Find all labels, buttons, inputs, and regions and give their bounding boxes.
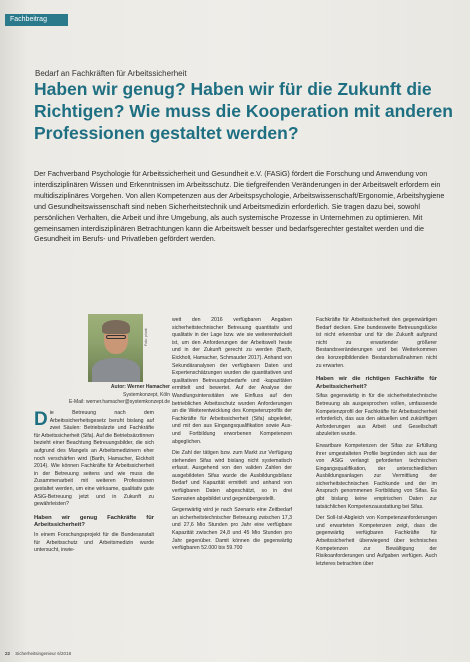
col3-paragraph-4: Der Soll-Ist-Abgleich von Kompetenzanforderungen und erwarteten Kompetenzen zeigt, dass die gegenwärtig verfügbaren Fachkräfte für Arbeitssicherheit überwiegend über technisches Kompetenzen zur Bewältigung der Risikoanforderungen und Aufgaben verfügen. Auch letzteres betrachten über xyxy=(316,515,437,567)
col1-paragraph-1: Die Betreuung nach dem Arbeitssicherheitsgesetz beruht bislang auf zwei Säulen: Betriebsärzte und Fachkräfte für Arbeitssicherheit (Sifa). Auf die Betriebsärztinnen bezieht einer Beachtung Betreuungsbilder, die sich aufgrund des Mangels an Arbeitsmedizinern eher noch verschärfen wird (Barth, Hamacher, Eickholt 2014). Wie können Fachkräfte für Arbeitssicherheit in der Betreuung seitens und wie muss die Zusammenarbeit mit weiteren Professionen gestaltet werden, um eine wirksame, qualitativ gute ASiG-Betreuung jetzt und in Zukunft zu gewährleisten? xyxy=(34,409,154,508)
headline: Haben wir genug? Haben wir für die Zukunft die Richtigen? Wie muss die Kooperation mit anderen Professionen gestaltet werden? xyxy=(34,79,453,143)
author-name: Autor: Werner Hamacher xyxy=(110,384,170,390)
dropcap: D xyxy=(34,409,48,430)
author-email: E-Mail: werner.hamacher@systemkonzept.de xyxy=(69,399,170,405)
author-photo xyxy=(88,314,143,382)
col1-subhead: Haben wir genug Fachkräfte für Arbeitssicherheit? xyxy=(34,514,154,529)
col2-paragraph-2: Die Zahl der tätigen bzw. zum Markt zur Verfügung stehenden Sifas wird bislang nicht systematisch erfasst. Ausgehend von den validen Zahlen der ausgebildeten Sifas wurde die Ausbildungsbilanz Bedarf und Kapazität ermittelt und anhand von verfügbaren Daten abgeschätzt, so in drei Szenarien abgebildet und gegenübergestellt. xyxy=(172,450,292,502)
author-role: Systemkonzept, Köln xyxy=(123,391,170,398)
column-2 xyxy=(172,317,292,553)
col3-subhead: Haben wir die richtigen Fachkräfte für Arbeitssicherheit? xyxy=(316,376,437,390)
author-box xyxy=(60,384,170,407)
col3-paragraph-3: Erwartbare Kompetenzen der Sifas zur Erfüllung ihrer umgestalteten Profile begründen sich aus der von ASiG verlangt geforderten technischen Eingangsqualifikation, der unterschiedlichen Ausbildungsanlagen zur Vermittlung der sicherheitstechnischen Fachkunde und der im Anspruch genommenen Fortbildung von Sifas. Es gibt bislang keine empirischen Daten zur tatsächlichen Kompetenzausstattung bei Sifas. xyxy=(316,442,437,510)
col1-paragraph-2: In einem Forschungsprojekt für die Bundesanstalt für Arbeitsschutz und Arbeitsmedizin wurde untersucht, inwie- xyxy=(34,531,154,554)
photo-credit: Foto: privat xyxy=(144,328,148,346)
intro-paragraph: Der Fachverband Psychologie für Arbeitssicherheit und Gesundheit e.V. (FASiG) fördert die Forschung und Anwendung von interdisziplinären Wissen und Erkenntnissen im Arbeitsschutz. Die tiefgreifenden Veränderungen in der Arbeitswelt erfordern ein multidisziplinäres Vorgehen. Von allen Kompetenzen aus der Arbeitspsychologie, Arbeitswissenschaft/Ergonomie, Arbeitshygiene und Gesundheitswissenschaft sind neben Sicherheitstechnik und Arbeitsmedizin erforderlich. Sie tragen dazu bei, sowohl persönlichen Verhalten, die Arbeit und ihre Umgebung, als auch systemische Prozesse in Unternehmen zu optimieren. Mit gemeinsamen interdisziplinären Betrachtungen kann die Arbeitswelt besser und bedarfsgerechter gestaltet werden und die Gesundheit im Berufs- und Privatleben gefördert werden. xyxy=(34,169,445,244)
section-tag: Fachbeitrag xyxy=(5,14,68,26)
col2-paragraph-1: weit den 2016 verfügbaren Angaben sicherheitstechnischer Betreuung quantitativ und qualitativ in der Lage bzw. wie sie weiterentwickelt ist, um den Anforderungen der Arbeitswelt heute und in der Zukunft gerecht zu werden (Barth, Eickholt, Hamacher, Schmauder 2017). Anhand von Sekundäranalysen der verfügbaren Daten und Expertenschätzungen wurden die quantitativen und qualitativen Betreuungsbedarfe und -kapazitäten ermittelt und bewertet. Auf der Analyse der Wandlungsintensitäten wie Einfluss auf den betrieblichen Arbeitsschutz wurden Anforderungen an die Weiterentwicklung des Kompetenzprofils der Fachkräfte für Arbeitssicherheit (Sifa) abgeleitet, und mit den aus Eingangsqualifikation sowie Aus- und Fortbildung erworbenen Kompetenzen abgeglichen. xyxy=(172,317,292,445)
column-1 xyxy=(34,410,154,555)
kicker: Bedarf an Fachkräften für Arbeitssicherheit xyxy=(35,69,187,78)
publication-source: Sicherheitsingenieur 6/2018 xyxy=(15,651,72,656)
column-3 xyxy=(316,317,437,568)
col3-paragraph-1: Fachkräfte für Arbeitssicherheit den gegenwärtigen Bedarf decken. Eine bundesweite Betreuungslücke ist nicht erkennbar und für die Zukunft aufgrund nicht zu erwartender größerer Bestandsveränderungen und bei Weiterkommen des konzeptbildenden Bestandsmaßnahmen nicht zu erwarten. xyxy=(316,317,437,369)
page-number: 22 xyxy=(5,651,11,656)
page-footer xyxy=(5,651,71,656)
col3-paragraph-2: Sifas gegenwärtig in für die sicherheitstechnische Betreuung als ausgesprochen vollen, umfassende Kompetenzprofil der Fachkräfte für Arbeitssicherheit erforderlich, das aus den aktuellen und zukünftigen Anforderungen aus Arbeit und Gesellschaft abzuleiten wurde. xyxy=(316,393,437,438)
col2-paragraph-3: Gegenwärtig wird je nach Szenario eine Zeitbedarf an sicherheitstechnischer Betreuung zwischen 17,3 und 27,6 Mio Stunden pro Jahr eine verfügbare Kapazität zwischen 24,8 und 45 Mio Stunden pro Jahr gegenüber. Damit können die gegenwärtig verfügbaren 52.000 bis 59.700 xyxy=(172,507,292,552)
